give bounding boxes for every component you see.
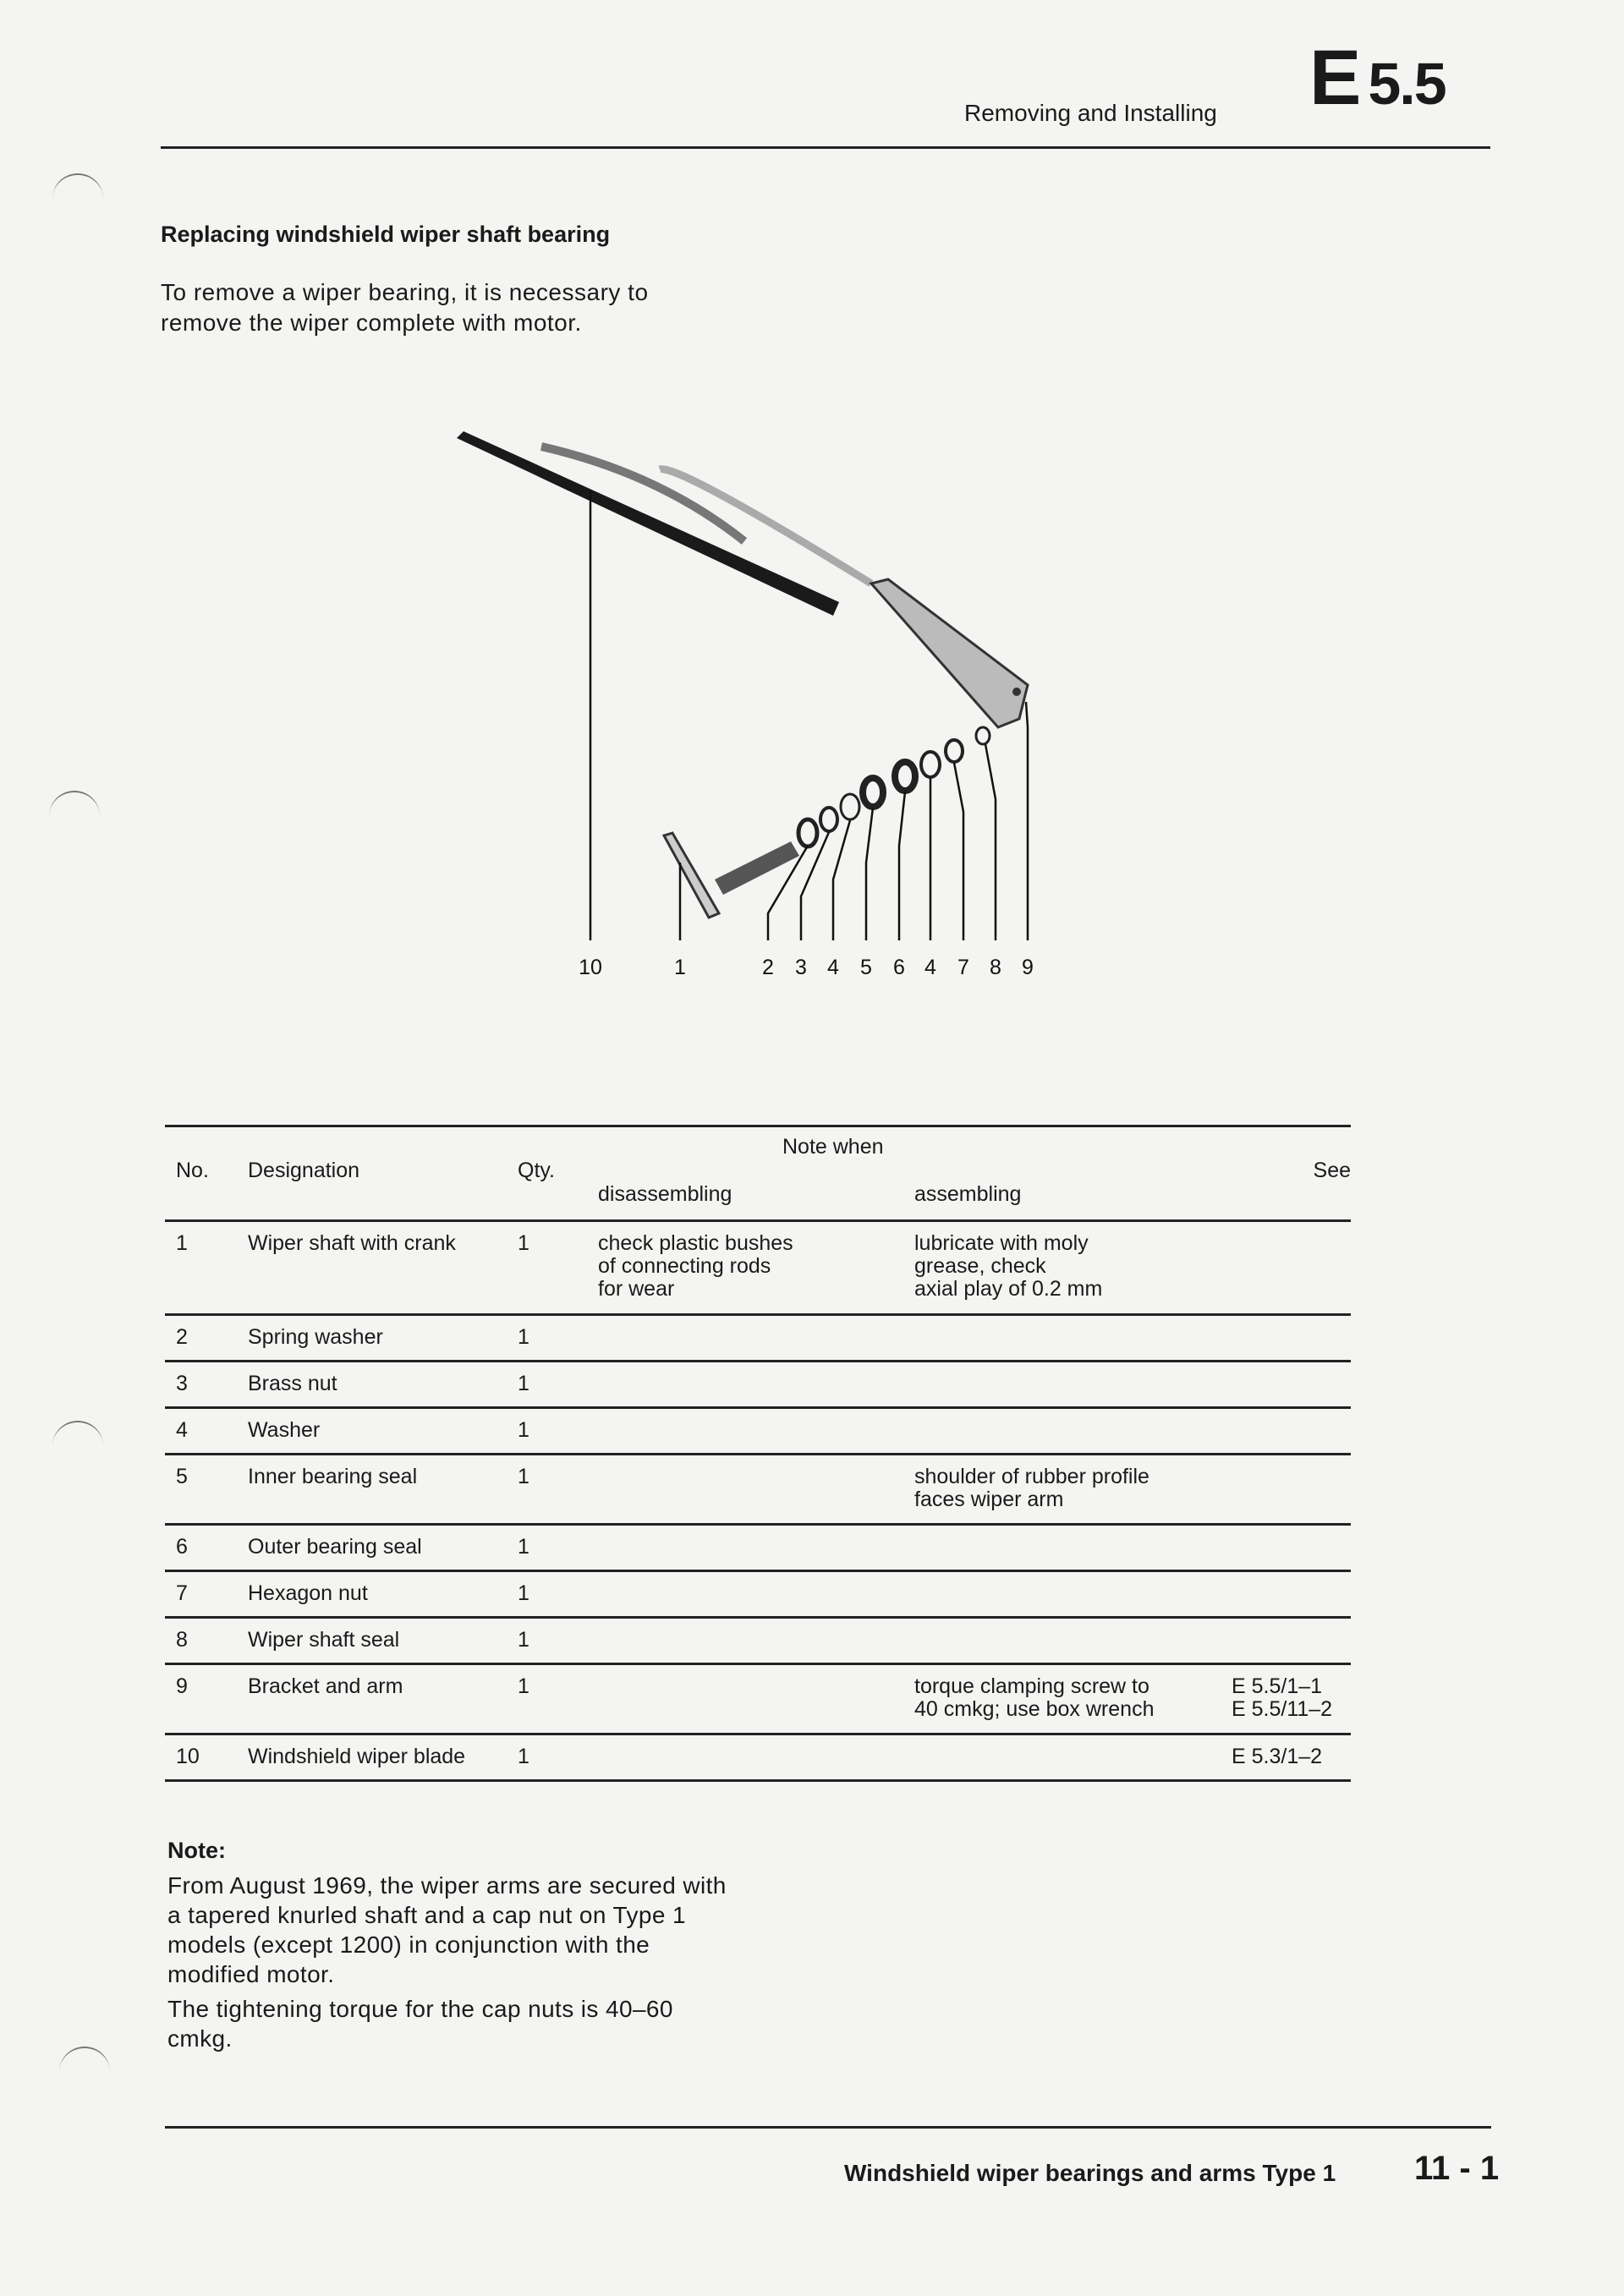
row-qty: 1 (518, 1674, 529, 1698)
note-when-header: Note when (782, 1135, 884, 1159)
row-designation: Outer bearing seal (248, 1535, 422, 1559)
row-qty: 1 (518, 1745, 529, 1768)
row-assembling-note-line: 40 cmkg; use box wrench (914, 1697, 1155, 1721)
table-row (165, 1222, 1351, 1316)
qty-header: Qty. (518, 1159, 555, 1182)
callout-label: 9 (1022, 956, 1034, 979)
section-title: Removing and Installing (964, 100, 1217, 126)
row-assembling-note (914, 1675, 1154, 1721)
row-number: 6 (176, 1535, 188, 1559)
row-number: 7 (176, 1581, 188, 1605)
row-number: 9 (176, 1674, 188, 1698)
table-row (165, 1455, 1351, 1526)
row-qty: 1 (518, 1465, 529, 1488)
row-see-reference (1232, 1745, 1322, 1768)
row-disassembling-note-line: of connecting rods (598, 1254, 771, 1278)
punch-hole-mark (52, 1421, 103, 1456)
page-title: Replacing windshield wiper shaft bearing (161, 222, 611, 247)
see-header: See (1313, 1159, 1351, 1182)
row-designation: Spring washer (248, 1325, 383, 1349)
table-row (165, 1526, 1351, 1572)
row-assembling-note-line: torque clamping screw to (914, 1674, 1149, 1698)
row-number: 1 (176, 1231, 188, 1255)
note-heading: Note: (167, 1838, 226, 1863)
callout-label: 6 (893, 956, 905, 979)
note-text (167, 1871, 734, 2058)
row-designation: Hexagon nut (248, 1581, 368, 1605)
callout-label: 8 (990, 956, 1001, 979)
parts-table (165, 1125, 1351, 1782)
row-qty: 1 (518, 1418, 529, 1442)
assembling-header: assembling (914, 1182, 1022, 1206)
row-designation: Windshield wiper blade (248, 1745, 466, 1768)
row-assembling-note (914, 1232, 1102, 1301)
row-disassembling-note (598, 1232, 793, 1301)
page-number: 11 - 1 (1414, 2150, 1500, 2187)
row-qty: 1 (518, 1535, 529, 1559)
table-row (165, 1316, 1351, 1362)
table-row (165, 1362, 1351, 1409)
callout-label: 4 (924, 956, 936, 979)
wiper-shaft (664, 833, 799, 918)
table-row (165, 1735, 1351, 1782)
row-number: 4 (176, 1418, 188, 1442)
disassembling-header: disassembling (598, 1182, 732, 1206)
row-designation: Inner bearing seal (248, 1465, 418, 1488)
row-designation: Wiper shaft with crank (248, 1231, 456, 1255)
row-see-reference (1232, 1675, 1332, 1721)
table-row (165, 1409, 1351, 1455)
row-number: 8 (176, 1628, 188, 1652)
note-paragraph: The tightening torque for the cap nuts is 40–60 cmkg. (167, 1996, 673, 2052)
callout-label: 1 (674, 956, 686, 979)
row-designation: Bracket and arm (248, 1674, 403, 1698)
row-qty: 1 (518, 1628, 529, 1652)
row-qty: 1 (518, 1372, 529, 1395)
callout-label: 7 (957, 956, 969, 979)
row-see-reference-line: E 5.5/11–2 (1232, 1697, 1333, 1721)
row-qty: 1 (518, 1325, 529, 1349)
table-row (165, 1572, 1351, 1619)
no-header: No. (176, 1159, 209, 1182)
row-designation: Brass nut (248, 1372, 337, 1395)
footer-rule (165, 2126, 1491, 2129)
row-assembling-note-line: axial play of 0.2 mm (914, 1277, 1103, 1301)
row-designation: Washer (248, 1418, 321, 1442)
designation-header: Designation (248, 1159, 360, 1182)
leader-lines (590, 490, 1028, 940)
code-letter: E (1309, 35, 1360, 121)
row-number: 3 (176, 1372, 188, 1395)
callout-label: 10 (579, 956, 602, 979)
row-qty: 1 (518, 1581, 529, 1605)
callout-label: 4 (827, 956, 839, 979)
table-header (165, 1125, 1351, 1222)
row-number: 10 (176, 1745, 200, 1768)
callout-label: 3 (795, 956, 807, 979)
note-paragraph: From August 1969, the wiper arms are secured with a tapered knurled shaft and a cap nut on Type 1 models (except 1200) in conjunction with the modified motor. (167, 1872, 727, 1987)
table-row (165, 1665, 1351, 1735)
shaft-rings (798, 727, 990, 847)
callout-label: 5 (860, 956, 872, 979)
row-qty: 1 (518, 1231, 529, 1255)
row-assembling-note-line: lubricate with moly (914, 1231, 1089, 1255)
row-see-reference-line: E 5.3/1–2 (1232, 1745, 1323, 1768)
row-disassembling-note-line: check plastic bushes (598, 1231, 793, 1255)
punch-hole-mark (59, 2047, 110, 2082)
intro-text: To remove a wiper bearing, it is necessary to remove the wiper complete with motor. (161, 279, 649, 336)
row-disassembling-note-line: for wear (598, 1277, 675, 1301)
row-see-reference-line: E 5.5/1–1 (1232, 1674, 1323, 1698)
row-assembling-note-line: shoulder of rubber profile (914, 1465, 1149, 1488)
table-row (165, 1619, 1351, 1665)
wiper-blade (457, 431, 839, 616)
row-number: 2 (176, 1325, 188, 1349)
code-number: 5.5 (1368, 51, 1446, 117)
footer-title: Windshield wiper bearings and arms Type 1 (844, 2160, 1336, 2186)
row-assembling-note-line: faces wiper arm (914, 1488, 1064, 1511)
row-assembling-note-line: grease, check (914, 1254, 1046, 1278)
row-assembling-note (914, 1466, 1149, 1511)
row-number: 5 (176, 1465, 188, 1488)
callout-label: 2 (762, 956, 774, 979)
wiper-arm (660, 469, 1028, 727)
wiper-exploded-diagram (0, 0, 1624, 1015)
row-designation: Wiper shaft seal (248, 1628, 400, 1652)
